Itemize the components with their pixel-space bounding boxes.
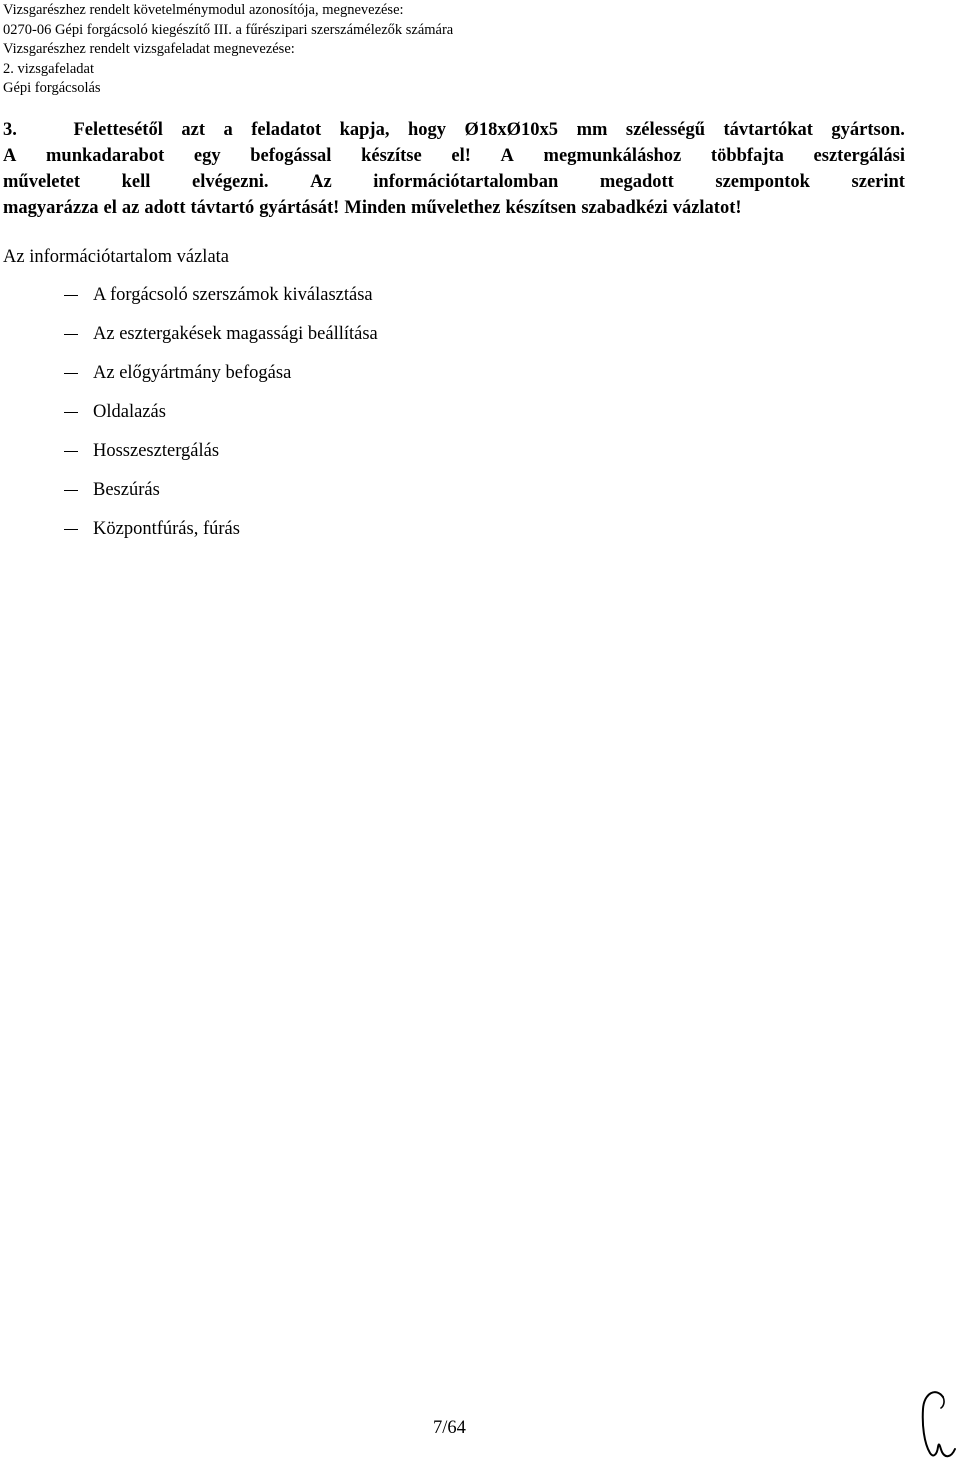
- task-word: mm: [576, 120, 608, 140]
- task-line-4: [3, 195, 905, 221]
- document-header: [3, 1, 953, 99]
- list-item-text: A forgácsoló szerszámok kiválasztása: [93, 285, 373, 305]
- task-word: vázlatot!: [672, 198, 742, 218]
- dash-bullet-icon: [64, 373, 78, 374]
- task-word: megmunkáláshoz: [543, 146, 682, 166]
- task-word: gyártását!: [259, 198, 340, 218]
- task-word: az: [121, 198, 140, 218]
- list-item-text: Az esztergakések magassági beállítása: [93, 324, 378, 344]
- dash-bullet-icon: [64, 412, 78, 413]
- task-line-3: [3, 169, 905, 195]
- task-word: feladatot: [251, 120, 322, 140]
- header-task-name: Gépi forgácsolás: [3, 80, 101, 96]
- task-word: információtartalomban: [373, 172, 559, 192]
- task-word: művelethez: [411, 198, 501, 218]
- task-word: készítse: [361, 146, 422, 166]
- page-number: 7/64: [433, 1418, 466, 1438]
- list-item-text: Központfúrás, fúrás: [93, 519, 240, 539]
- task-word: Ø18xØ10x5: [464, 120, 559, 140]
- task-word: távtartó: [190, 198, 255, 218]
- task-line-1: [3, 117, 905, 143]
- task-word: kapja,: [339, 120, 390, 140]
- task-word: A: [500, 146, 514, 166]
- task-word: készítsen: [505, 198, 577, 218]
- handwritten-signature: [918, 1385, 958, 1461]
- task-word: azt: [181, 120, 205, 140]
- task-word: elvégezni.: [191, 172, 269, 192]
- task-word: szélességű: [625, 120, 706, 140]
- dash-bullet-icon: [64, 295, 78, 296]
- task-word: többfajta: [710, 146, 784, 166]
- task-word: hogy: [407, 120, 447, 140]
- dash-bullet-icon: [64, 529, 78, 530]
- task-number: 3.: [3, 120, 17, 140]
- header-module-label: Vizsgarészhez rendelt követelménymodul azonosítója, megnevezése:: [3, 2, 404, 18]
- task-word: el!: [451, 146, 471, 166]
- task-word: szerint: [851, 172, 905, 192]
- dash-bullet-icon: [64, 451, 78, 452]
- outline-title: Az információtartalom vázlata: [3, 247, 230, 267]
- task-word: esztergálási: [813, 146, 905, 166]
- dash-bullet-icon: [64, 490, 78, 491]
- task-word: befogással: [250, 146, 332, 166]
- task-word: megadott: [599, 172, 674, 192]
- task-word: adott: [144, 198, 186, 218]
- header-task-label: Vizsgarészhez rendelt vizsgafeladat megnevezése:: [3, 41, 295, 57]
- header-module-name: 0270-06 Gépi forgácsoló kiegészítő III. a fűrészipari szerszámélezők számára: [3, 21, 454, 38]
- task-line-2: [3, 143, 905, 169]
- list-item-text: Hosszesztergálás: [93, 441, 220, 461]
- task-description: [3, 117, 905, 221]
- header-task-number: 2. vizsgafeladat: [3, 60, 94, 77]
- list-item-text: Az előgyártmány befogása: [93, 363, 292, 383]
- dash-bullet-icon: [64, 334, 78, 335]
- task-word: műveletet: [3, 172, 81, 192]
- list-item-text: Beszúrás: [93, 480, 160, 500]
- task-word: távtartókat: [723, 120, 813, 140]
- task-word: egy: [193, 146, 221, 166]
- task-word: A: [3, 146, 17, 166]
- task-word: magyarázza: [3, 198, 99, 218]
- task-word: el: [103, 198, 117, 218]
- task-word: a: [223, 120, 233, 140]
- task-word: Az: [310, 172, 332, 192]
- task-word: szabadkézi: [581, 198, 668, 218]
- task-word: Felettesétől: [73, 120, 163, 140]
- task-word: szempontok: [715, 172, 810, 192]
- task-word: munkadarabot: [46, 146, 165, 166]
- list-item-text: Oldalazás: [93, 402, 166, 422]
- task-word: gyártson.: [831, 120, 905, 140]
- task-word: Minden: [344, 198, 407, 218]
- task-word: kell: [121, 172, 151, 192]
